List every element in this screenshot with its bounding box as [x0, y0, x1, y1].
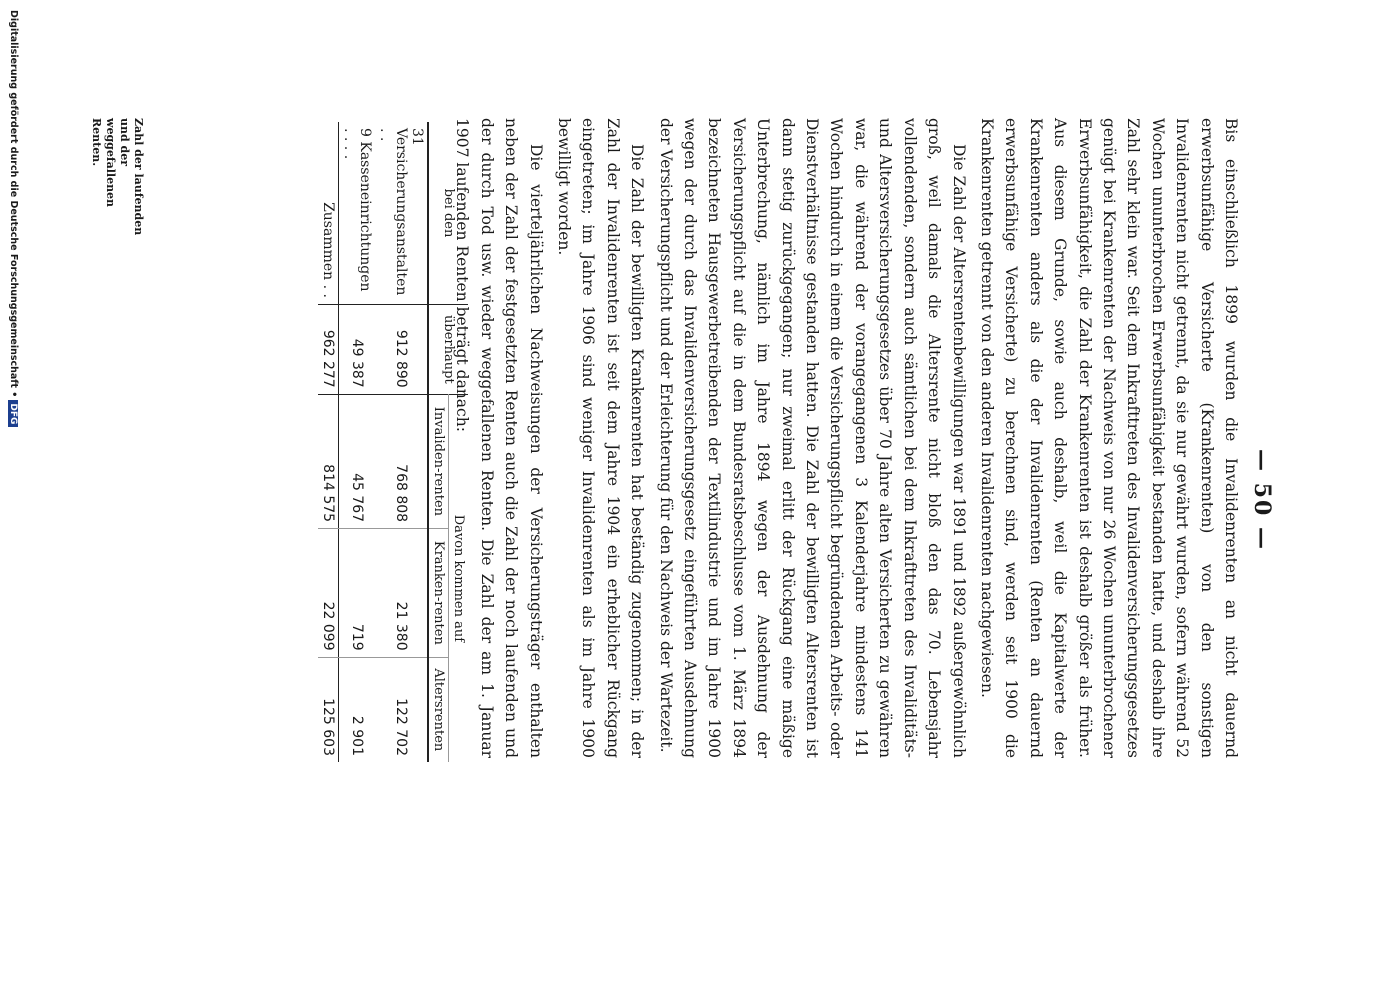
header-davon: Davon kommen auf	[449, 394, 469, 762]
sum-kranken: 22 099	[318, 529, 339, 658]
row-label: 9 Kasseneinrichtungen . . . .	[341, 128, 373, 292]
cell-kranken: 21 380	[375, 529, 428, 658]
dfg-logo: DFG	[8, 400, 18, 427]
cell-invaliden: 768 808	[375, 394, 428, 528]
header-invalidenrenten: Invaliden-renten	[428, 394, 449, 528]
header-krankenrenten: Kranken-renten	[428, 529, 449, 658]
table-row	[339, 122, 376, 762]
paragraph-nachweisungen: Die vierteljährlichen Nachweisungen der Versicherungsträger enthalten neben der Zahl der festgesetzten Renten auch die Zahl der noch laufenden und der durch Tod usw. wieder weggefallenen Renten. Die Zahl der am 1. Januar 1907 laufenden Renten beträgt danach:	[453, 118, 545, 758]
table-sum-row	[318, 122, 339, 762]
sum-invaliden: 814 575	[318, 394, 339, 528]
cell-invaliden: 45 767	[339, 394, 376, 528]
cell-alters: 122 702	[375, 657, 428, 762]
body-text-column	[446, 118, 1243, 758]
cell-total: 912 890	[375, 305, 428, 395]
margin-note-text: Zahl der laufenden und der weggefallenen Renten.	[90, 118, 145, 236]
renten-table	[318, 122, 468, 762]
cell-kranken: 719	[339, 529, 376, 658]
cell-alters: 2 901	[339, 657, 376, 762]
paragraph-rueckgang: Die Zahl der bewilligten Krankenrenten hat beständig zugenommen; in der Zahl der Invalidenrenten ist seit dem Jahre 1904 ein erheblicher Rückgang eingetreten; im Jahre 1906 sind weniger Invalidenrenten als im Jahre 1900 bewilligt worden.	[555, 118, 647, 758]
table-row	[375, 122, 428, 762]
scan-credit	[8, 10, 19, 425]
cell-total: 49 387	[339, 305, 376, 395]
header-ueberhaupt: überhaupt	[428, 305, 468, 395]
sum-label: Zusammen . .	[318, 122, 339, 305]
header-altersrenten: Altersrenten	[428, 657, 449, 762]
paragraph-altersrenten: Die Zahl der Altersrentenbewilligungen war 1891 und 1892 außergewöhnlich groß, weil damals die Altersrente nicht bloß den das 70. Lebensjahr vollendenden, sondern auch sämtlichen bei dem Inkrafttreten des Invaliditäts- und Altersversicherungsgesetzes über 70 Jahre alten Versicherten zu gewähren war, die während der vorangegangenen 3 Kalenderjahre mindestens 141 Wochen hindurch in einem die Versicherungspflicht begründenden Arbeits- oder Dienstverhältnisse gestanden hatten. Die Zahl der bewilligten Altersrenten ist dann stetig zurückgegangen; nur zweimal erlitt der Rückgang eine mäßige Unterbrechung, nämlich im Jahre 1894 wegen der Ausdehnung der Versicherungspflicht auf die in dem Bundesratsbeschlusse vom 1. März 1894 bezeichneten Hausgewerbetreibenden der Textilindustrie und im Jahre 1900 wegen der durch das Invalidenversicherungsgesetz eingeführten Ausdehnung der Versicherungspflicht und der Erleichterung für den Nachweis der Wartezeit.	[656, 118, 968, 758]
paragraph-krankenrenten: Bis einschließlich 1899 wurden die Invalidenrenten an nicht dauernd erwerbsunfähige Versicherte (Krankenrenten) von den sonstigen Invalidenrenten nicht getrennt, da sie nur gewährt wurden, sofern während 52 Wochen ununterbrochen Erwerbsunfähigkeit bestanden hatte, und deshalb ihre Zahl sehr klein war. Seit dem Inkrafttreten des Invalidenversicherungsgesetzes genügt bei Krankenrenten der Nachweis von nur 26 Wochen ununterbrochener Erwerbsunfähigkeit, die Zahl der Krankenrenten ist deshalb größer als früher. Aus diesem Grunde, sowie auch deshalb, weil die Kapitalwerte der Krankenrenten anders als die der Invalidenrenten (Renten an dauernd erwerbsunfähige Versicherte) zu berechnen sind, werden seit 1900 die Krankenrenten getrennt von den anderen Invalidenrenten nachgewiesen.	[977, 118, 1240, 758]
header-bei-den: bei den	[428, 122, 468, 305]
scan-credit-text: Digitalisierung gefördert durch die Deutsche Forschungsgemeinschaft •	[8, 10, 19, 398]
page-number: — 50 —	[1249, 449, 1275, 551]
row-label: 31 Versicherungsanstalten . .	[377, 128, 425, 296]
sum-alters: 125 603	[318, 657, 339, 762]
margin-note-box	[89, 118, 145, 238]
sum-total: 962 277	[318, 305, 339, 395]
